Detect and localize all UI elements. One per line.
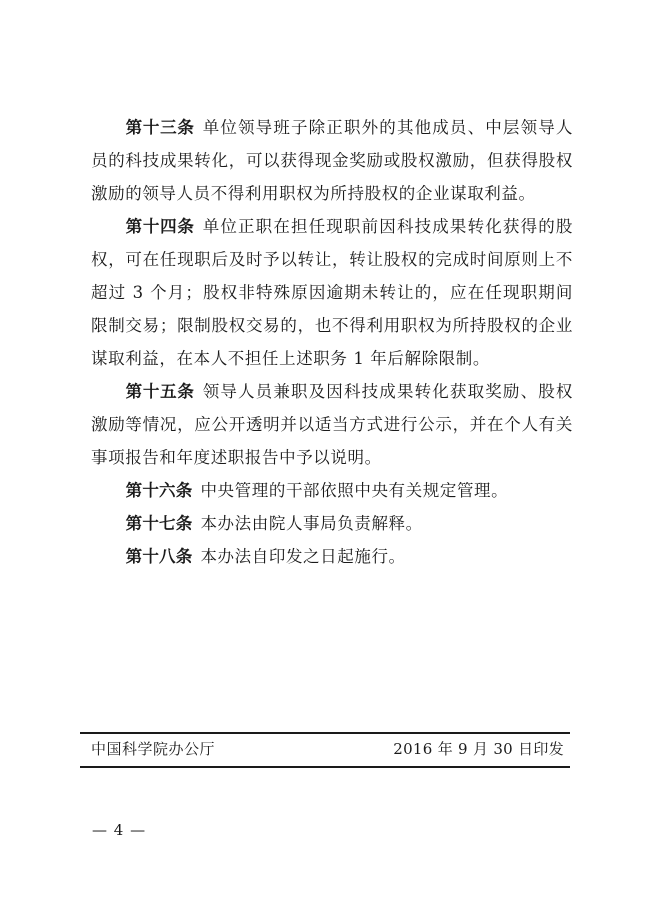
article-16 [91, 474, 573, 507]
page-number: — 4 — [92, 821, 147, 839]
article-number: 第十六条 [125, 481, 193, 500]
footer-issue-date: 2016 年 9 月 30 日印发 [393, 740, 564, 758]
document-body [91, 111, 573, 573]
article-text: 领导人员兼职及因科技成果转化获取奖励、股权激励等情况，应公开透明并以适当方式进行公示，并在个人有关事项报告和年度述职报告中予以说明。 [91, 382, 573, 467]
footer-rule-bottom [80, 766, 570, 768]
article-text: 本办法自印发之日起施行。 [200, 547, 406, 566]
article-number: 第十八条 [125, 547, 193, 566]
article-13 [91, 111, 573, 210]
article-number: 第十四条 [125, 217, 195, 236]
article-text: 单位正职在担任现职前因科技成果转化获得的股权，可在任现职后及时予以转让，转让股权的完成时间原则上不超过 3 个月；股权非特殊原因逾期未转让的，应在任现职期间限制交易；限制股权交易的，也不得利用职权为所持股权的企业谋取利益，在本人不担任上述职务 1 年后解除限制。 [91, 217, 573, 368]
article-text: 单位领导班子除正职外的其他成员、中层领导人员的科技成果转化，可以获得现金奖励或股权激励，但获得股权激励的领导人员不得利用职权为所持股权的企业谋取利益。 [91, 118, 573, 203]
footer-rule-top [80, 732, 570, 734]
article-17 [91, 507, 573, 540]
footer-issuer: 中国科学院办公厅 [91, 740, 216, 758]
article-number: 第十三条 [125, 118, 195, 137]
article-number: 第十五条 [125, 382, 195, 401]
article-text: 中央管理的干部依照中央有关规定管理。 [200, 481, 509, 500]
article-number: 第十七条 [125, 514, 193, 533]
article-text: 本办法由院人事局负责解释。 [200, 514, 423, 533]
article-15 [91, 375, 573, 474]
article-18 [91, 540, 573, 573]
article-14 [91, 210, 573, 375]
